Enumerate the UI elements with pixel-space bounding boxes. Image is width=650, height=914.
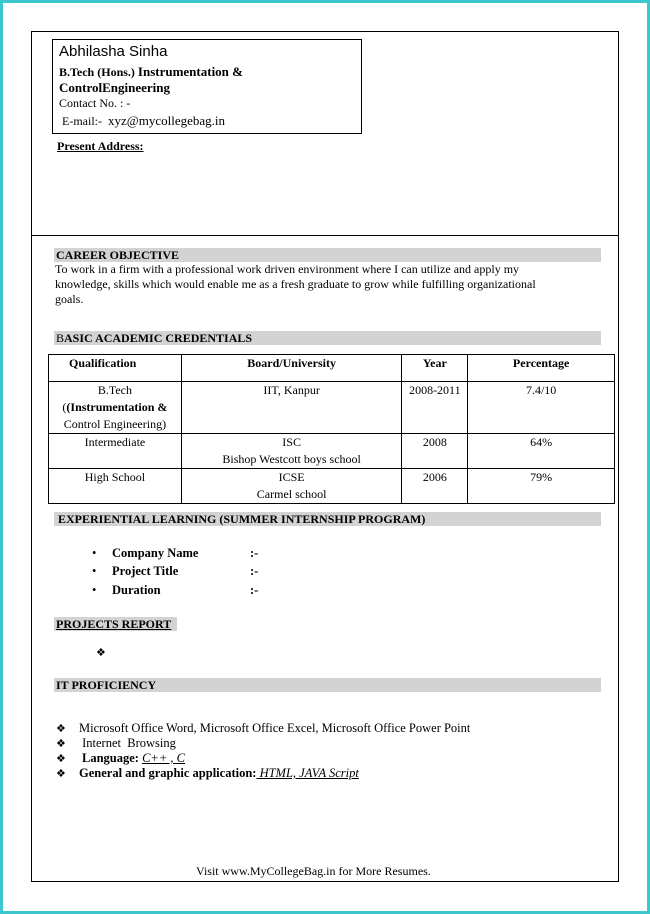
career-objective-heading: CAREER OBJECTIVE — [56, 248, 180, 262]
internship-label: Project Title — [112, 564, 179, 578]
candidate-name: Abhilasha Sinha — [59, 43, 168, 60]
table-row — [49, 434, 615, 469]
degree-branch: Instrumentation & — [137, 64, 243, 79]
qualification-branch — [66, 400, 167, 414]
diamond-bullet-icon: ❖ — [56, 753, 66, 765]
language-value: C++ , C — [142, 751, 185, 765]
contact-number: Contact No. : - — [59, 96, 131, 110]
academic-table — [48, 354, 615, 504]
list-item — [92, 546, 96, 561]
list-item — [92, 583, 96, 598]
bullet-icon: • — [92, 564, 97, 578]
degree-line-1 — [59, 64, 243, 80]
qualification-cell: Intermediate — [49, 434, 182, 469]
year-cell: 2008 — [402, 434, 468, 469]
language-label: Language: — [82, 751, 143, 765]
career-objective-line-3: goals. — [55, 292, 84, 306]
board-line: Carmel school — [256, 487, 327, 501]
footer-text: Visit www.MyCollegeBag.in for More Resumes. — [196, 864, 431, 878]
board-line: ISC — [282, 435, 301, 449]
it-item-language — [82, 751, 185, 766]
year-cell: 2006 — [402, 469, 468, 504]
it-item-applications — [79, 766, 359, 781]
diamond-bullet-icon: ❖ — [56, 768, 66, 780]
col-year: Year — [402, 355, 468, 382]
qualification-cell: High School — [49, 469, 182, 504]
list-item — [92, 564, 96, 579]
table-row — [49, 382, 615, 434]
internship-label: Company Name — [112, 546, 199, 560]
applications-label: General and graphic application: — [79, 766, 257, 780]
qualification-cell — [49, 382, 182, 434]
bullet-icon: • — [92, 546, 97, 560]
internship-sep: :- — [250, 583, 259, 597]
board-line: Bishop Westcott boys school — [222, 452, 361, 466]
email-address: xyz@mycollegebag.in — [107, 113, 226, 128]
internship-label: Duration — [112, 583, 161, 597]
board-line: ICSE — [278, 470, 305, 484]
percentage-cell: 7.4/10 — [468, 382, 615, 434]
academics-heading-initial: B — [56, 331, 65, 345]
career-objective-line-2: knowledge, skills which would enable me as a fresh graduate to grow while fulfilling organizational — [55, 277, 536, 291]
it-item-office: Microsoft Office Word, Microsoft Office Excel, Microsoft Office Power Point — [79, 721, 471, 735]
board-cell — [181, 469, 402, 504]
col-board: Board/University — [181, 355, 402, 382]
degree-prefix: B.Tech (Hons.) — [59, 65, 138, 79]
col-percentage: Percentage — [468, 355, 615, 382]
table-header-row — [49, 355, 615, 382]
board-line: IIT, Kanpur — [263, 383, 320, 397]
email-label: E-mail:- — [62, 114, 102, 128]
diamond-bullet-icon: ❖ — [56, 738, 66, 750]
percentage-cell: 79% — [468, 469, 615, 504]
qualification-line: B.Tech — [97, 383, 132, 397]
internship-heading: EXPERIENTIAL LEARNING (SUMMER INTERNSHIP PROGRAM) — [58, 512, 426, 526]
percentage-cell: 64% — [468, 434, 615, 469]
qualification-line: ((Instrumentation & — [62, 400, 168, 414]
projects-heading: PROJECTS REPORT — [56, 617, 172, 631]
diamond-bullet-icon: ❖ — [96, 647, 106, 659]
present-address-label: Present Address: — [57, 139, 144, 153]
it-proficiency-heading: IT PROFICIENCY — [56, 678, 157, 692]
col-qualification: Qualification — [49, 355, 182, 382]
it-item-browsing: Internet Browsing — [79, 736, 176, 750]
email-line — [62, 113, 225, 129]
year-cell: 2008-2011 — [402, 382, 468, 434]
diamond-bullet-icon: ❖ — [56, 723, 66, 735]
academics-heading — [56, 331, 252, 346]
internship-sep: :- — [250, 546, 259, 560]
qualification-branch-text: (Instrumentation & — [66, 400, 168, 414]
degree-line-2: ControlEngineering — [59, 80, 170, 95]
career-objective-line-1: To work in a firm with a professional work driven environment where I can utilize and apply my — [55, 262, 520, 276]
academics-heading-rest: ASIC ACADEMIC CREDENTIALS — [64, 331, 253, 345]
qualification-line: Control Engineering) — [63, 417, 167, 431]
bullet-icon: • — [92, 583, 97, 597]
table-row — [49, 469, 615, 504]
header-divider — [31, 235, 619, 236]
board-cell — [181, 382, 402, 434]
internship-sep: :- — [250, 564, 259, 578]
applications-value: HTML, JAVA Script — [256, 766, 359, 780]
board-cell — [181, 434, 402, 469]
